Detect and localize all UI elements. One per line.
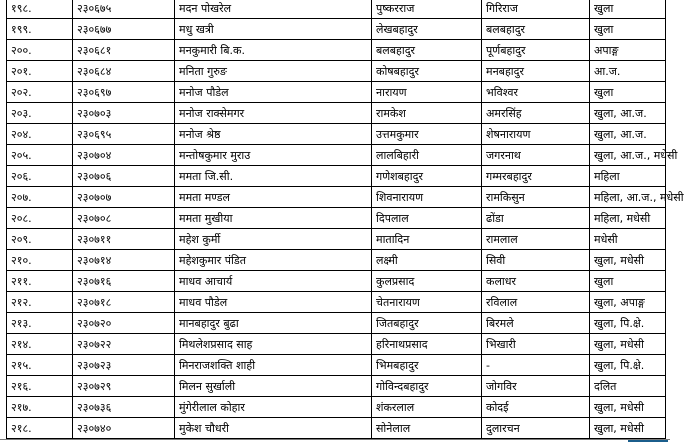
table-row	[7, 208, 666, 229]
father-name-cell: गोविन्दबहादुर	[372, 376, 482, 397]
candidate-name-cell: मिलन सुर्खाली	[175, 376, 372, 397]
grandfather-name-cell: जोगविर	[482, 376, 590, 397]
roll-number-cell: २३०६७५	[73, 0, 175, 19]
father-name-cell: भिमबहादुर	[372, 355, 482, 376]
serial-number-cell: २०६.	[7, 166, 73, 187]
quota-group-cell: महिला	[590, 166, 666, 187]
roll-number-cell: २३०७२०	[73, 313, 175, 334]
candidate-name-cell: मनकुमारी बि.क.	[175, 40, 372, 61]
quota-group-cell: दलित	[590, 376, 666, 397]
grandfather-name-cell: अमरसिंह	[482, 103, 590, 124]
quota-group-cell: खुला, मधेसी	[590, 334, 666, 355]
roll-number-cell: २३०६८१	[73, 40, 175, 61]
roll-number-cell: २३०७३६	[73, 397, 175, 418]
roll-number-cell: २३०७०४	[73, 145, 175, 166]
candidate-name-cell: माधव आचार्य	[175, 271, 372, 292]
roll-number-cell: २३०७११	[73, 229, 175, 250]
candidate-name-cell: मुकेश चौधरी	[175, 418, 372, 439]
table-row	[7, 82, 666, 103]
candidate-name-cell: मिथलेशप्रसाद साह	[175, 334, 372, 355]
table-row	[7, 376, 666, 397]
serial-number-cell: २०७.	[7, 187, 73, 208]
serial-number-cell: २१४.	[7, 334, 73, 355]
grandfather-name-cell: दुलारचन	[482, 418, 590, 439]
table-row	[7, 418, 666, 439]
quota-group-cell: खुला, आ.ज.	[590, 124, 666, 145]
roll-number-cell: २३०७०७	[73, 187, 175, 208]
grandfather-name-cell: रामलाल	[482, 229, 590, 250]
father-name-cell: कोषबहादुर	[372, 61, 482, 82]
candidate-name-cell: मिनराजशक्ति शाही	[175, 355, 372, 376]
quota-group-cell: खुला	[590, 271, 666, 292]
candidate-name-cell: मुंगेरीलाल कोहार	[175, 397, 372, 418]
serial-number-cell: १९९.	[7, 19, 73, 40]
table-row	[7, 0, 666, 19]
serial-number-cell: २११.	[7, 271, 73, 292]
candidate-name-cell: ममता मण्डल	[175, 187, 372, 208]
quota-group-cell: खुला, मधेसी	[590, 397, 666, 418]
father-name-cell: जितबहादुर	[372, 313, 482, 334]
table-row	[7, 313, 666, 334]
grandfather-name-cell: ढोंडा	[482, 208, 590, 229]
serial-number-cell: २०४.	[7, 124, 73, 145]
father-name-cell: बलबहादुर	[372, 40, 482, 61]
candidate-table-body	[7, 0, 684, 439]
grandfather-name-cell: शेषनारायण	[482, 124, 590, 145]
quota-group-cell: खुला, आ.ज.	[590, 103, 666, 124]
candidate-name-cell: ममता जि.सी.	[175, 166, 372, 187]
grandfather-name-cell: बिरमले	[482, 313, 590, 334]
table-row	[7, 19, 666, 40]
father-name-cell: हरिनाथप्रसाद	[372, 334, 482, 355]
quota-group-cell: खुला, पि.क्षे.	[590, 355, 666, 376]
grandfather-name-cell: पूर्णबहादुर	[482, 40, 590, 61]
roll-number-cell: २३०७१८	[73, 292, 175, 313]
quota-group-cell: खुला, मधेसी	[590, 418, 666, 439]
father-name-cell: कुलप्रसाद	[372, 271, 482, 292]
table-row	[7, 103, 666, 124]
roll-number-cell: २३०७०८	[73, 208, 175, 229]
serial-number-cell: २०९.	[7, 229, 73, 250]
father-name-cell: दिपलाल	[372, 208, 482, 229]
table-row	[7, 355, 666, 376]
father-name-cell: सोनेलाल	[372, 418, 482, 439]
table-row	[7, 229, 666, 250]
grandfather-name-cell: रविलाल	[482, 292, 590, 313]
table-row	[7, 145, 666, 166]
roll-number-cell: २३०७२३	[73, 355, 175, 376]
serial-number-cell: २०२.	[7, 82, 73, 103]
serial-number-cell: २१३.	[7, 313, 73, 334]
serial-number-cell: २०८.	[7, 208, 73, 229]
roll-number-cell: २३०६७७	[73, 19, 175, 40]
table-row	[7, 61, 666, 82]
quota-group-cell: खुला, मधेसी	[590, 250, 666, 271]
table-row	[7, 250, 666, 271]
results-sheet	[6, 0, 684, 438]
serial-number-cell: २०३.	[7, 103, 73, 124]
roll-number-cell: २३०६८४	[73, 61, 175, 82]
quota-group-cell: खुला	[590, 82, 666, 103]
roll-number-cell: २३०६९७	[73, 82, 175, 103]
grandfather-name-cell: भिखारी	[482, 334, 590, 355]
quota-group-cell: खुला, अपाङ्ग	[590, 292, 666, 313]
quota-group-cell: खुला, पि.क्षे.	[590, 313, 666, 334]
serial-number-cell: २००.	[7, 40, 73, 61]
father-name-cell: लेखबहादुर	[372, 19, 482, 40]
candidate-name-cell: मनोज श्रेष्ठ	[175, 124, 372, 145]
candidate-name-cell: मनिता गुरुङ	[175, 61, 372, 82]
table-row	[7, 397, 666, 418]
quota-group-cell: महिला, मधेसी	[590, 208, 666, 229]
serial-number-cell: २१७.	[7, 397, 73, 418]
serial-number-cell: २१८.	[7, 418, 73, 439]
table-row	[7, 166, 666, 187]
grandfather-name-cell: मनबहादुर	[482, 61, 590, 82]
quota-group-cell: आ.ज.	[590, 61, 666, 82]
table-row	[7, 124, 666, 145]
serial-number-cell: २०५.	[7, 145, 73, 166]
father-name-cell: शंकरलाल	[372, 397, 482, 418]
father-name-cell: मातादिन	[372, 229, 482, 250]
father-name-cell: गणेशबहादुर	[372, 166, 482, 187]
table-row	[7, 292, 666, 313]
candidate-name-cell: मानबहादुर बुढा	[175, 313, 372, 334]
roll-number-cell: २३०७०६	[73, 166, 175, 187]
serial-number-cell: २१६.	[7, 376, 73, 397]
serial-number-cell: २१५.	[7, 355, 73, 376]
father-name-cell: चेतनारायण	[372, 292, 482, 313]
serial-number-cell: २०१.	[7, 61, 73, 82]
grandfather-name-cell: भविश्वर	[482, 82, 590, 103]
roll-number-cell: २३०७२९	[73, 376, 175, 397]
father-name-cell: उत्तमकुमार	[372, 124, 482, 145]
father-name-cell: लालबिहारी	[372, 145, 482, 166]
candidate-name-cell: मनोज राक्सेमगर	[175, 103, 372, 124]
candidate-name-cell: माधव पौडेल	[175, 292, 372, 313]
grandfather-name-cell: जगरनाथ	[482, 145, 590, 166]
roll-number-cell: २३०७२२	[73, 334, 175, 355]
grandfather-name-cell: सिवी	[482, 250, 590, 271]
table-row	[7, 271, 666, 292]
grandfather-name-cell: कोदई	[482, 397, 590, 418]
grandfather-name-cell: बलबहादुर	[482, 19, 590, 40]
grandfather-name-cell: गिरिराज	[482, 0, 590, 19]
quota-group-cell: मधेसी	[590, 229, 666, 250]
quota-group-cell: अपाङ्ग	[590, 40, 666, 61]
table-row	[7, 40, 666, 61]
candidate-name-cell: मन्तोषकुमार मुराउ	[175, 145, 372, 166]
candidate-name-cell: मनोज पौडेल	[175, 82, 372, 103]
quota-group-cell: खुला	[590, 0, 666, 19]
candidate-name-cell: महेश कुर्मी	[175, 229, 372, 250]
serial-number-cell: २१२.	[7, 292, 73, 313]
candidate-name-cell: महेशकुमार पंडित	[175, 250, 372, 271]
candidate-name-cell: ममता मुखीया	[175, 208, 372, 229]
candidate-name-cell: मधु खत्री	[175, 19, 372, 40]
grandfather-name-cell: -	[482, 355, 590, 376]
roll-number-cell: २३०६९५	[73, 124, 175, 145]
grandfather-name-cell: गम्मरबहादुर	[482, 166, 590, 187]
table-row	[7, 187, 666, 208]
father-name-cell: पुष्करराज	[372, 0, 482, 19]
roll-number-cell: २३०७४०	[73, 418, 175, 439]
table-row	[7, 334, 666, 355]
serial-number-cell: २१०.	[7, 250, 73, 271]
page-bottom-rule	[0, 439, 670, 440]
grandfather-name-cell: रामकिसुन	[482, 187, 590, 208]
page-corner-mark	[628, 440, 668, 442]
father-name-cell: रामकेश	[372, 103, 482, 124]
grandfather-name-cell: कलाधर	[482, 271, 590, 292]
quota-group-cell: खुला, आ.ज., मधेसी	[590, 145, 666, 166]
quota-group-cell: महिला, आ.ज., मधेसी	[590, 187, 666, 208]
roll-number-cell: २३०७१४	[73, 250, 175, 271]
candidate-table	[6, 0, 684, 439]
candidate-name-cell: मदन पोखरेल	[175, 0, 372, 19]
father-name-cell: नारायण	[372, 82, 482, 103]
father-name-cell: लक्ष्मी	[372, 250, 482, 271]
father-name-cell: शिवनारायण	[372, 187, 482, 208]
serial-number-cell: १९८.	[7, 0, 73, 19]
roll-number-cell: २३०७०३	[73, 103, 175, 124]
roll-number-cell: २३०७१६	[73, 271, 175, 292]
quota-group-cell: खुला	[590, 19, 666, 40]
